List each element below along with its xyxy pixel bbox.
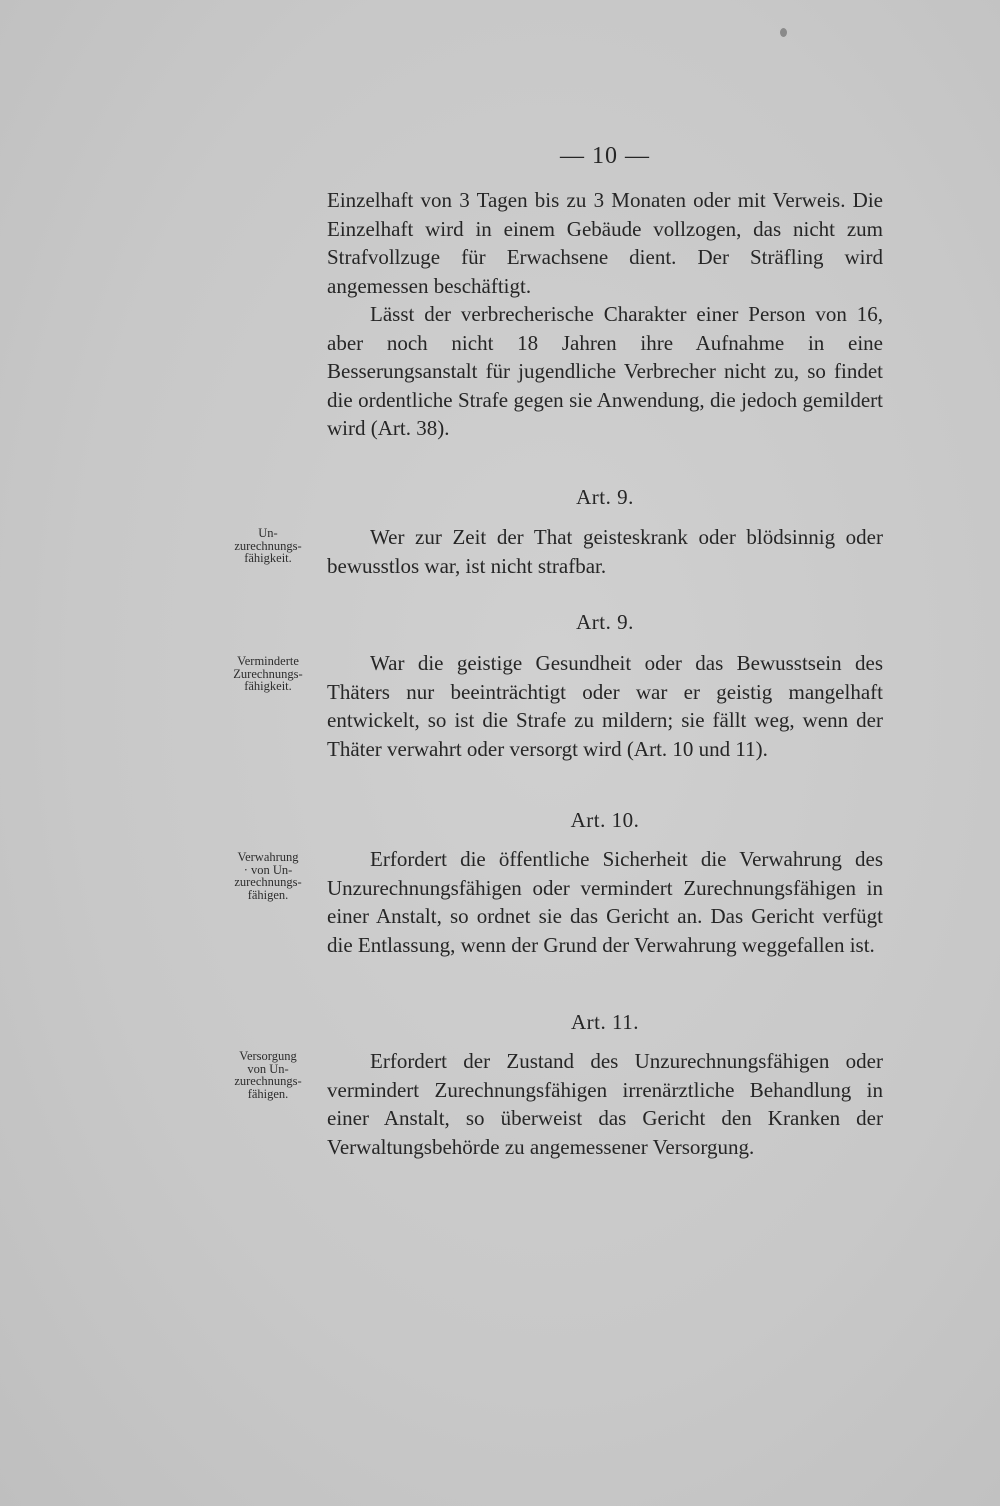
article-paragraph: Erfordert der Zustand des Unzurechnungsfähigen oder vermindert Zurechnungsfähigen irrenärztliche Behandlung in einer Anstalt, so überweist das Gericht den Kranken der Verwaltungsbehörde zu angemessener Versorgung. (327, 1049, 883, 1159)
margin-note-line: Un- (258, 526, 278, 540)
page-number: — 10 — (560, 143, 650, 169)
margin-note-line: von Un- (247, 1061, 289, 1076)
margin-note-line: fähigkeit. (244, 551, 292, 565)
margin-note-unzurechnungsfaehigkeit (208, 527, 328, 565)
margin-note-verminderte-zurechnungsfaehigkeit (208, 655, 328, 693)
margin-note-line: fähigen. (247, 887, 289, 902)
intro-paragraph-1: Einzelhaft von 3 Tagen bis zu 3 Monaten oder mit Verweis. Die Einzelhaft wird in einem Gebäude vollzogen, das nicht zum Strafvollzuge für Erwachsene dient. Der Sträfling wird angemessen beschäftigt. (327, 188, 883, 298)
article-text (327, 1047, 883, 1161)
article-text (327, 845, 883, 959)
article-paragraph: Wer zur Zeit der That geisteskrank oder blödsinnig oder bewusstlos war, ist nicht strafbar. (327, 525, 883, 578)
ink-speck (780, 28, 787, 37)
margin-note-line: fähigen. (247, 1086, 289, 1101)
intro-paragraph-2: Lässt der verbrecherische Charakter einer Person von 16, aber noch nicht 18 Jahren ihre Aufnahme in eine Besserungsanstalt für jugendliche Verbrecher nicht zu, so findet die ordentliche Strafe gegen sie Anwendung, die jedoch gemildert wird (Art. 38). (327, 302, 883, 440)
article-heading: Art. 9. (576, 610, 634, 634)
margin-note-line: zurechnungs- (234, 538, 302, 553)
article-paragraph: War die geistige Gesundheit oder das Bewusstsein des Thäters nur beeinträchtigt oder war er geistig mangelhaft entwickelt, so ist die Strafe zu mildern; sie fällt weg, wenn der Thäter verwahrt oder versorgt wird (Art. 10 und 11). (327, 651, 883, 761)
article-text (327, 649, 883, 763)
margin-note-versorgung (208, 1050, 328, 1100)
margin-note-line: Verwahrung (237, 850, 299, 864)
intro-text (327, 186, 883, 443)
article-heading: Art. 10. (570, 808, 640, 832)
margin-note-line: Verminderte (237, 654, 299, 668)
margin-note-line: fähigkeit. (244, 679, 292, 693)
article-heading: Art. 11. (571, 1010, 639, 1034)
margin-note-line: Versorgung (239, 1049, 297, 1063)
margin-note-verwahrung (208, 851, 328, 901)
article-heading: Art. 9. (576, 485, 634, 509)
margin-note-line: zurechnungs- (234, 875, 302, 889)
margin-note-line: zurechnungs- (234, 1074, 302, 1088)
article-text (327, 523, 883, 580)
margin-note-line: · von Un- (243, 862, 293, 877)
article-paragraph: Erfordert die öffentliche Sicherheit die Verwahrung des Unzurechnungsfähigen oder vermindert Zurechnungsfähigen in einer Anstalt, so ordnet sie das Gericht an. Das Gericht verfügt die Entlassung, wenn der Grund der Verwahrung weggefallen ist. (327, 847, 883, 957)
margin-note-line: Zurechnungs- (233, 666, 303, 681)
